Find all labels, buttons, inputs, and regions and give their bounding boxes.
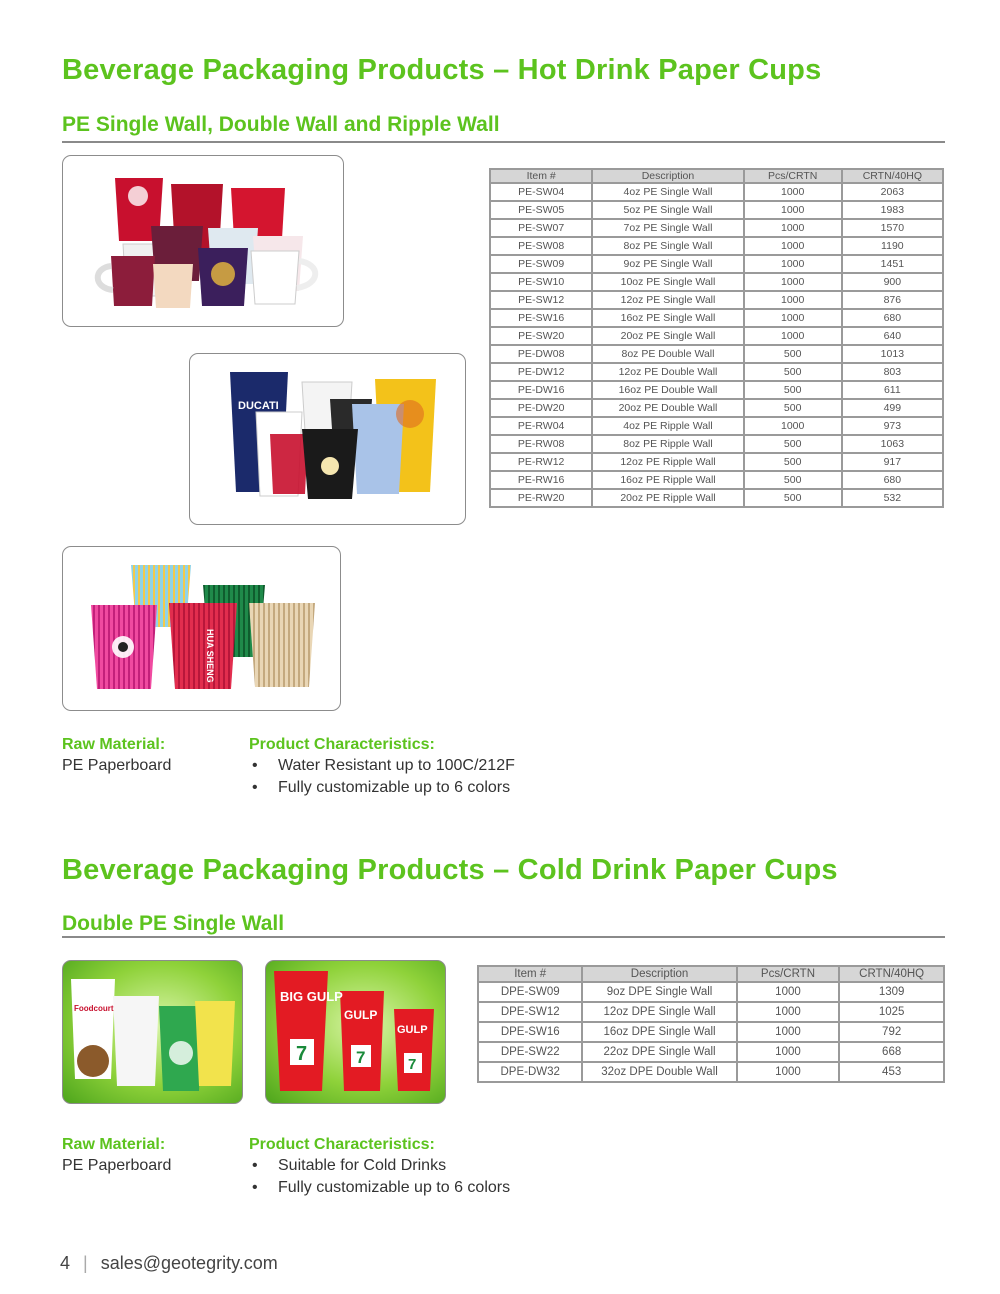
cell-cartons-per-40hq: 1570 — [842, 219, 943, 237]
bullet-icon: • — [252, 757, 258, 774]
hot-characteristic-item: Fully customizable up to 6 colors — [278, 779, 511, 796]
cold-section-title: Beverage Packaging Products – Cold Drink Paper Cups — [62, 854, 838, 886]
cell-pcs-per-carton: 500 — [744, 363, 842, 381]
cell-cartons-per-40hq: 611 — [842, 381, 943, 399]
cell-description: 8oz PE Ripple Wall — [592, 435, 743, 453]
cell-pcs-per-carton: 1000 — [744, 417, 842, 435]
header-cartons-per-40hq: CRTN/40HQ — [842, 169, 943, 183]
cell-cartons-per-40hq: 640 — [842, 327, 943, 345]
cell-item-number: PE-SW10 — [490, 273, 592, 291]
table-row — [490, 471, 943, 489]
gulp-label-small: GULP — [397, 1024, 428, 1036]
header-pcs-per-carton: Pcs/CRTN — [744, 169, 842, 183]
seven-eleven-logo-large: 7 — [296, 1043, 308, 1065]
cell-item-number: PE-SW16 — [490, 309, 592, 327]
cell-item-number: PE-RW16 — [490, 471, 592, 489]
table-row — [490, 183, 943, 201]
footer-email-link[interactable]: sales@geotegrity.com — [100, 1253, 278, 1273]
table-row — [490, 399, 943, 417]
table-row — [490, 327, 943, 345]
cell-pcs-per-carton: 500 — [744, 435, 842, 453]
seven-eleven-logo-small: 7 — [408, 1056, 417, 1073]
cell-description: 12oz PE Single Wall — [592, 291, 743, 309]
foodcourt-cold-cups-photo — [62, 960, 243, 1104]
ripple-wall-cups-photo — [62, 546, 341, 711]
cell-pcs-per-carton: 1000 — [744, 183, 842, 201]
cell-cartons-per-40hq: 803 — [842, 363, 943, 381]
cell-description: 16oz PE Ripple Wall — [592, 471, 743, 489]
table-row — [490, 489, 943, 507]
cell-cartons-per-40hq: 1451 — [842, 255, 943, 273]
cell-item-number: PE-RW08 — [490, 435, 592, 453]
cold-raw-material-label: Raw Material: — [62, 1136, 166, 1153]
table-row — [490, 435, 943, 453]
cell-description: 16oz PE Double Wall — [592, 381, 743, 399]
cell-item-number: DPE-SW12 — [478, 1002, 582, 1022]
cell-pcs-per-carton: 1000 — [737, 1022, 840, 1042]
cell-cartons-per-40hq: 1983 — [842, 201, 943, 219]
cell-description: 20oz PE Single Wall — [592, 327, 743, 345]
seven-eleven-logo-medium: 7 — [356, 1048, 366, 1067]
cell-item-number: PE-RW20 — [490, 489, 592, 507]
cell-cartons-per-40hq: 1025 — [839, 1002, 944, 1022]
cell-description: 4oz PE Single Wall — [592, 183, 743, 201]
cell-item-number: PE-DW08 — [490, 345, 592, 363]
table-row — [490, 201, 943, 219]
cell-item-number: PE-RW12 — [490, 453, 592, 471]
hot-section-subtitle: PE Single Wall, Double Wall and Ripple Wall — [62, 113, 500, 136]
table-row — [490, 363, 943, 381]
cell-pcs-per-carton: 1000 — [744, 201, 842, 219]
cell-item-number: DPE-SW09 — [478, 982, 582, 1002]
hot-cups-spec-table — [489, 168, 944, 508]
cell-pcs-per-carton: 1000 — [737, 1062, 840, 1082]
cold-characteristic-item: Fully customizable up to 6 colors — [278, 1179, 511, 1196]
cell-description: 8oz PE Double Wall — [592, 345, 743, 363]
hot-section-divider — [62, 141, 945, 143]
cell-cartons-per-40hq: 1309 — [839, 982, 944, 1002]
cell-item-number: PE-DW16 — [490, 381, 592, 399]
cold-section-subtitle: Double PE Single Wall — [62, 912, 285, 935]
cell-item-number: PE-SW04 — [490, 183, 592, 201]
table-row — [478, 982, 944, 1002]
cold-cups-spec-table — [477, 965, 945, 1083]
cell-cartons-per-40hq: 668 — [839, 1042, 944, 1062]
cell-description: 20oz PE Ripple Wall — [592, 489, 743, 507]
cell-cartons-per-40hq: 973 — [842, 417, 943, 435]
cell-pcs-per-carton: 1000 — [744, 291, 842, 309]
cell-description: 8oz PE Single Wall — [592, 237, 743, 255]
single-wall-cups-photo — [62, 155, 344, 327]
cell-item-number: PE-SW09 — [490, 255, 592, 273]
table-row — [490, 219, 943, 237]
cell-cartons-per-40hq: 1190 — [842, 237, 943, 255]
cold-section-divider — [62, 936, 945, 938]
cell-description: 10oz PE Single Wall — [592, 273, 743, 291]
cell-item-number: PE-DW12 — [490, 363, 592, 381]
table-row — [490, 273, 943, 291]
cell-description: 22oz DPE Single Wall — [582, 1042, 736, 1062]
cell-pcs-per-carton: 500 — [744, 489, 842, 507]
cell-pcs-per-carton: 1000 — [744, 219, 842, 237]
cell-item-number: DPE-SW22 — [478, 1042, 582, 1062]
cell-pcs-per-carton: 1000 — [737, 1002, 840, 1022]
cell-pcs-per-carton: 1000 — [737, 982, 840, 1002]
hua-sheng-cup-label: HUA SHENG — [205, 629, 215, 683]
table-row — [490, 417, 943, 435]
cell-item-number: PE-SW07 — [490, 219, 592, 237]
cell-cartons-per-40hq: 680 — [842, 471, 943, 489]
cell-description: 16oz PE Single Wall — [592, 309, 743, 327]
cell-description: 20oz PE Double Wall — [592, 399, 743, 417]
header-cartons-per-40hq: CRTN/40HQ — [839, 966, 944, 982]
page-footer — [60, 1253, 278, 1274]
cell-pcs-per-carton: 500 — [744, 345, 842, 363]
hot-raw-material-value: PE Paperboard — [62, 757, 172, 774]
cell-description: 7oz PE Single Wall — [592, 219, 743, 237]
table-row — [490, 291, 943, 309]
cell-cartons-per-40hq: 680 — [842, 309, 943, 327]
table-header-row — [490, 169, 943, 183]
cold-characteristics-label: Product Characteristics: — [249, 1136, 435, 1153]
cell-cartons-per-40hq: 1013 — [842, 345, 943, 363]
cell-pcs-per-carton: 1000 — [737, 1042, 840, 1062]
cell-cartons-per-40hq: 876 — [842, 291, 943, 309]
cell-item-number: DPE-DW32 — [478, 1062, 582, 1082]
cell-description: 12oz PE Double Wall — [592, 363, 743, 381]
cell-pcs-per-carton: 1000 — [744, 273, 842, 291]
hot-characteristics-label: Product Characteristics: — [249, 736, 435, 753]
cold-raw-material-value: PE Paperboard — [62, 1157, 172, 1174]
page-number: 4 — [60, 1253, 71, 1273]
ducati-cup-label: DUCATI — [238, 400, 279, 412]
table-row — [490, 237, 943, 255]
cell-description: 12oz DPE Single Wall — [582, 1002, 736, 1022]
cell-cartons-per-40hq: 917 — [842, 453, 943, 471]
cell-cartons-per-40hq: 900 — [842, 273, 943, 291]
hot-section-title: Beverage Packaging Products – Hot Drink Paper Cups — [62, 54, 822, 86]
cell-item-number: PE-SW05 — [490, 201, 592, 219]
table-header-row — [478, 966, 944, 982]
table-row — [490, 453, 943, 471]
table-row — [490, 381, 943, 399]
cell-pcs-per-carton: 1000 — [744, 237, 842, 255]
table-row — [490, 255, 943, 273]
cell-item-number: PE-DW20 — [490, 399, 592, 417]
header-description: Description — [582, 966, 736, 982]
table-row — [478, 1062, 944, 1082]
table-row — [478, 1042, 944, 1062]
footer-separator: | — [83, 1253, 88, 1273]
cell-pcs-per-carton: 1000 — [744, 327, 842, 345]
header-description: Description — [592, 169, 743, 183]
header-item: Item # — [478, 966, 582, 982]
cell-description: 4oz PE Ripple Wall — [592, 417, 743, 435]
bullet-icon: • — [252, 779, 258, 796]
cell-description: 16oz DPE Single Wall — [582, 1022, 736, 1042]
table-row — [490, 345, 943, 363]
cell-description: 9oz PE Single Wall — [592, 255, 743, 273]
cell-description: 5oz PE Single Wall — [592, 201, 743, 219]
header-pcs-per-carton: Pcs/CRTN — [737, 966, 840, 982]
cell-item-number: PE-RW04 — [490, 417, 592, 435]
gulp-label-medium: GULP — [344, 1008, 378, 1022]
cell-cartons-per-40hq: 453 — [839, 1062, 944, 1082]
bullet-icon: • — [252, 1157, 258, 1174]
table-row — [478, 1002, 944, 1022]
cell-description: 12oz PE Ripple Wall — [592, 453, 743, 471]
cell-cartons-per-40hq: 499 — [842, 399, 943, 417]
table-row — [478, 1022, 944, 1042]
cell-cartons-per-40hq: 792 — [839, 1022, 944, 1042]
cell-item-number: PE-SW08 — [490, 237, 592, 255]
cell-item-number: DPE-SW16 — [478, 1022, 582, 1042]
cell-item-number: PE-SW12 — [490, 291, 592, 309]
bullet-icon: • — [252, 1179, 258, 1196]
cell-item-number: PE-SW20 — [490, 327, 592, 345]
header-item: Item # — [490, 169, 592, 183]
foodcourt-cup-label: Foodcourt — [74, 1004, 114, 1013]
cell-pcs-per-carton: 500 — [744, 399, 842, 417]
cell-cartons-per-40hq: 1063 — [842, 435, 943, 453]
big-gulp-label: BIG GULP — [280, 989, 343, 1004]
cell-cartons-per-40hq: 532 — [842, 489, 943, 507]
cell-pcs-per-carton: 1000 — [744, 309, 842, 327]
big-gulp-cups-photo — [265, 960, 446, 1104]
cell-pcs-per-carton: 500 — [744, 381, 842, 399]
cell-description: 9oz DPE Single Wall — [582, 982, 736, 1002]
cold-characteristic-item: Suitable for Cold Drinks — [278, 1157, 447, 1174]
cell-pcs-per-carton: 1000 — [744, 255, 842, 273]
cell-pcs-per-carton: 500 — [744, 453, 842, 471]
cell-cartons-per-40hq: 2063 — [842, 183, 943, 201]
double-wall-cups-photo — [189, 353, 466, 525]
cell-description: 32oz DPE Double Wall — [582, 1062, 736, 1082]
hot-raw-material-label: Raw Material: — [62, 736, 166, 753]
table-row — [490, 309, 943, 327]
cell-pcs-per-carton: 500 — [744, 471, 842, 489]
hot-characteristic-item: Water Resistant up to 100C/212F — [278, 757, 515, 774]
